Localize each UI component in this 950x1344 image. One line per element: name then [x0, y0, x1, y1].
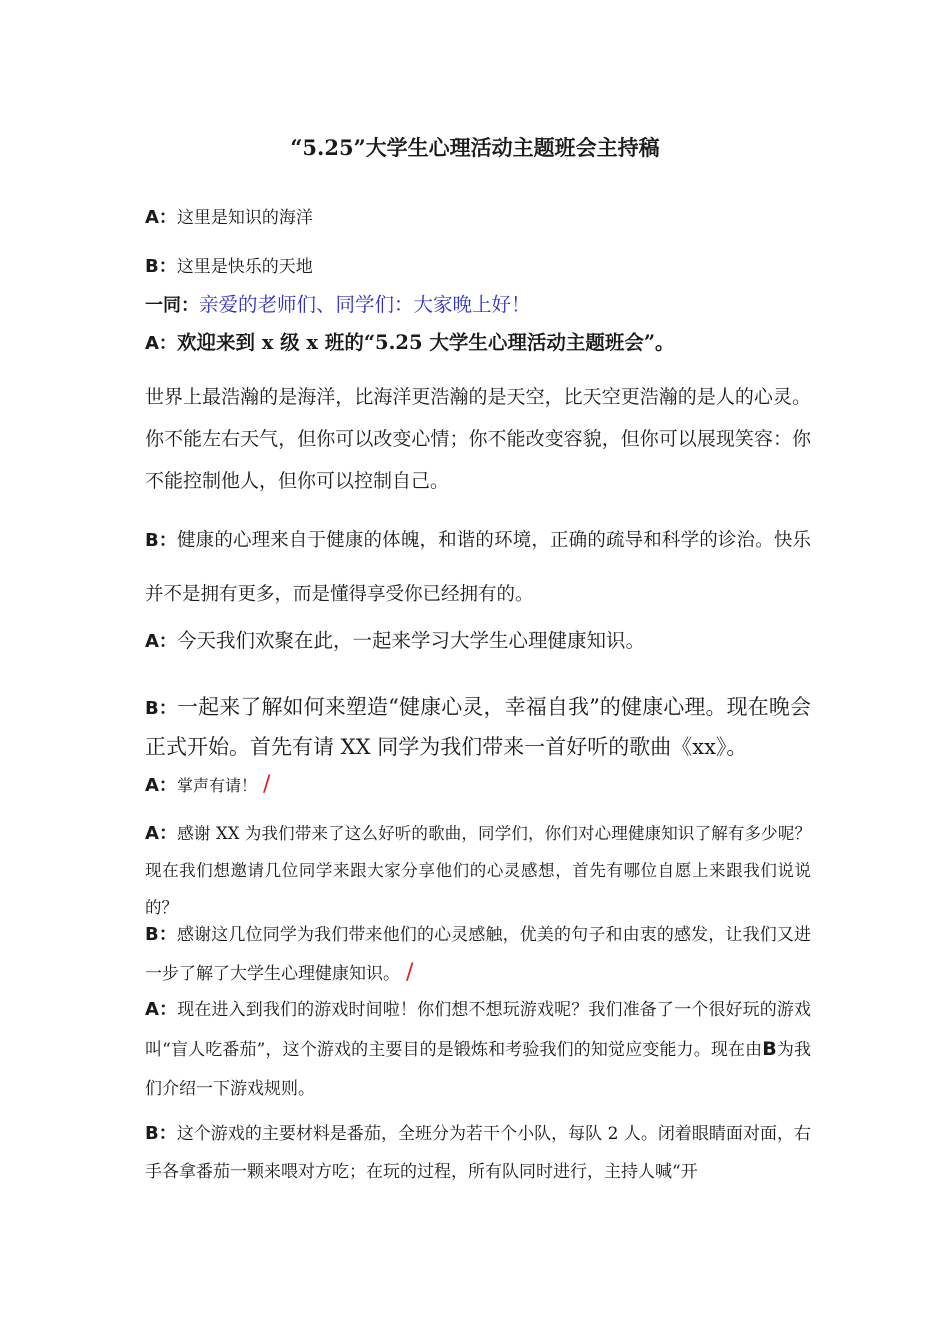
line-text: 这里是知识的海洋 [176, 208, 313, 228]
speaker-label: A： [145, 631, 177, 652]
line-b-world [145, 247, 811, 287]
speaker-label: A： [145, 775, 177, 796]
paragraph-a-applause [145, 766, 811, 805]
paragraph-text: 这个游戏的主要材料是番茄，全班分为若干个小队，每队 2 人。闭着眼睛面对面，右手各拿番茄一颗来喂对方吃；在玩的过程，所有队同时进行，主持人喊“开 [145, 1124, 811, 1182]
paragraph-text: 感谢这几位同学为我们带来他们的心灵感触，优美的句子和由衷的感发，让我们又进一步了解了大学生心理健康知识。 [145, 925, 811, 984]
paragraph-text: 掌声有请！ [176, 776, 257, 795]
intro-paragraph: 世界上最浩瀚的是海洋，比海洋更浩瀚的是天空，比天空更浩瀚的是人的心灵。你不能左右天气，但你可以改变心情；你不能改变容貌，但你可以展现笑容：你不能控制他人，但你可以控制自己。 [145, 386, 811, 492]
speaker-label: B： [145, 698, 177, 719]
paragraph-text: 感谢 XX 为我们带来了这么好听的歌曲，同学们，你们对心理健康知识了解有多少呢？现在我们想邀请几位同学来跟大家分享他们的心灵感想，首先有哪位自愿上来跟我们说说的？ [145, 824, 811, 917]
speaker-label: B： [145, 1123, 177, 1144]
paragraph-text: 今天我们欢聚在此，一起来学习大学生心理健康知识。 [176, 629, 645, 652]
red-slash-mark: / [262, 772, 271, 797]
welcome-text: 欢迎来到 x 级 x 班的“5.25 大学生心理活动主题班会”。 [176, 331, 675, 354]
line-a-ocean [145, 198, 811, 238]
speaker-label: B： [145, 530, 178, 551]
paragraph-a-gather [145, 620, 811, 663]
paragraph-a-game [145, 990, 811, 1109]
paragraph-a-thanks [145, 815, 811, 926]
paragraph-b-health [145, 514, 811, 622]
speaker-label: A： [145, 207, 177, 228]
red-slash-mark: / [406, 960, 414, 985]
paragraph-text: 一起来了解如何来塑造“健康心灵，幸福自我”的健康心理。现在晚会正式开始。首先有请 XX 同学为我们带来一首好听的歌曲《xx》。 [145, 695, 811, 759]
greeting-text: 亲爱的老师们、同学们：大家晚上好！ [199, 293, 531, 316]
paragraph-b-rules [145, 1115, 811, 1191]
host-letter: B [762, 1038, 777, 1060]
speaker-label: B： [145, 256, 177, 277]
line-text: 这里是快乐的天地 [176, 257, 313, 277]
paragraph-b-start [145, 688, 811, 767]
speaker-label: B： [145, 924, 177, 945]
paragraph-text: 现在进入到我们的游戏时间啦！你们想不想玩游戏呢？我们准备了一个很好玩的游戏叫“盲人吃番茄”，这个游戏的主要目的是锻炼和考验我们的知觉应变能力。现在由 [145, 1000, 811, 1060]
paragraph-b-thanks [145, 916, 811, 993]
paragraph-text-end: 为我们介绍一下游戏规则。 [145, 1040, 811, 1099]
speaker-label: A： [145, 999, 178, 1020]
speaker-label: A： [145, 823, 178, 844]
document-title: “5.25”大学生心理活动主题班会主持稿 [290, 135, 660, 160]
line-a-welcome [145, 323, 811, 364]
speaker-label: A： [145, 333, 177, 354]
speaker-label: 一同： [145, 295, 199, 316]
line-together-greeting [145, 285, 811, 326]
paragraph-text: 健康的心理来自于健康的体魄，和谐的环境，正确的疏导和科学的诊治。快乐并不是拥有更多，而是懂得享受你已经拥有的。 [145, 530, 811, 605]
